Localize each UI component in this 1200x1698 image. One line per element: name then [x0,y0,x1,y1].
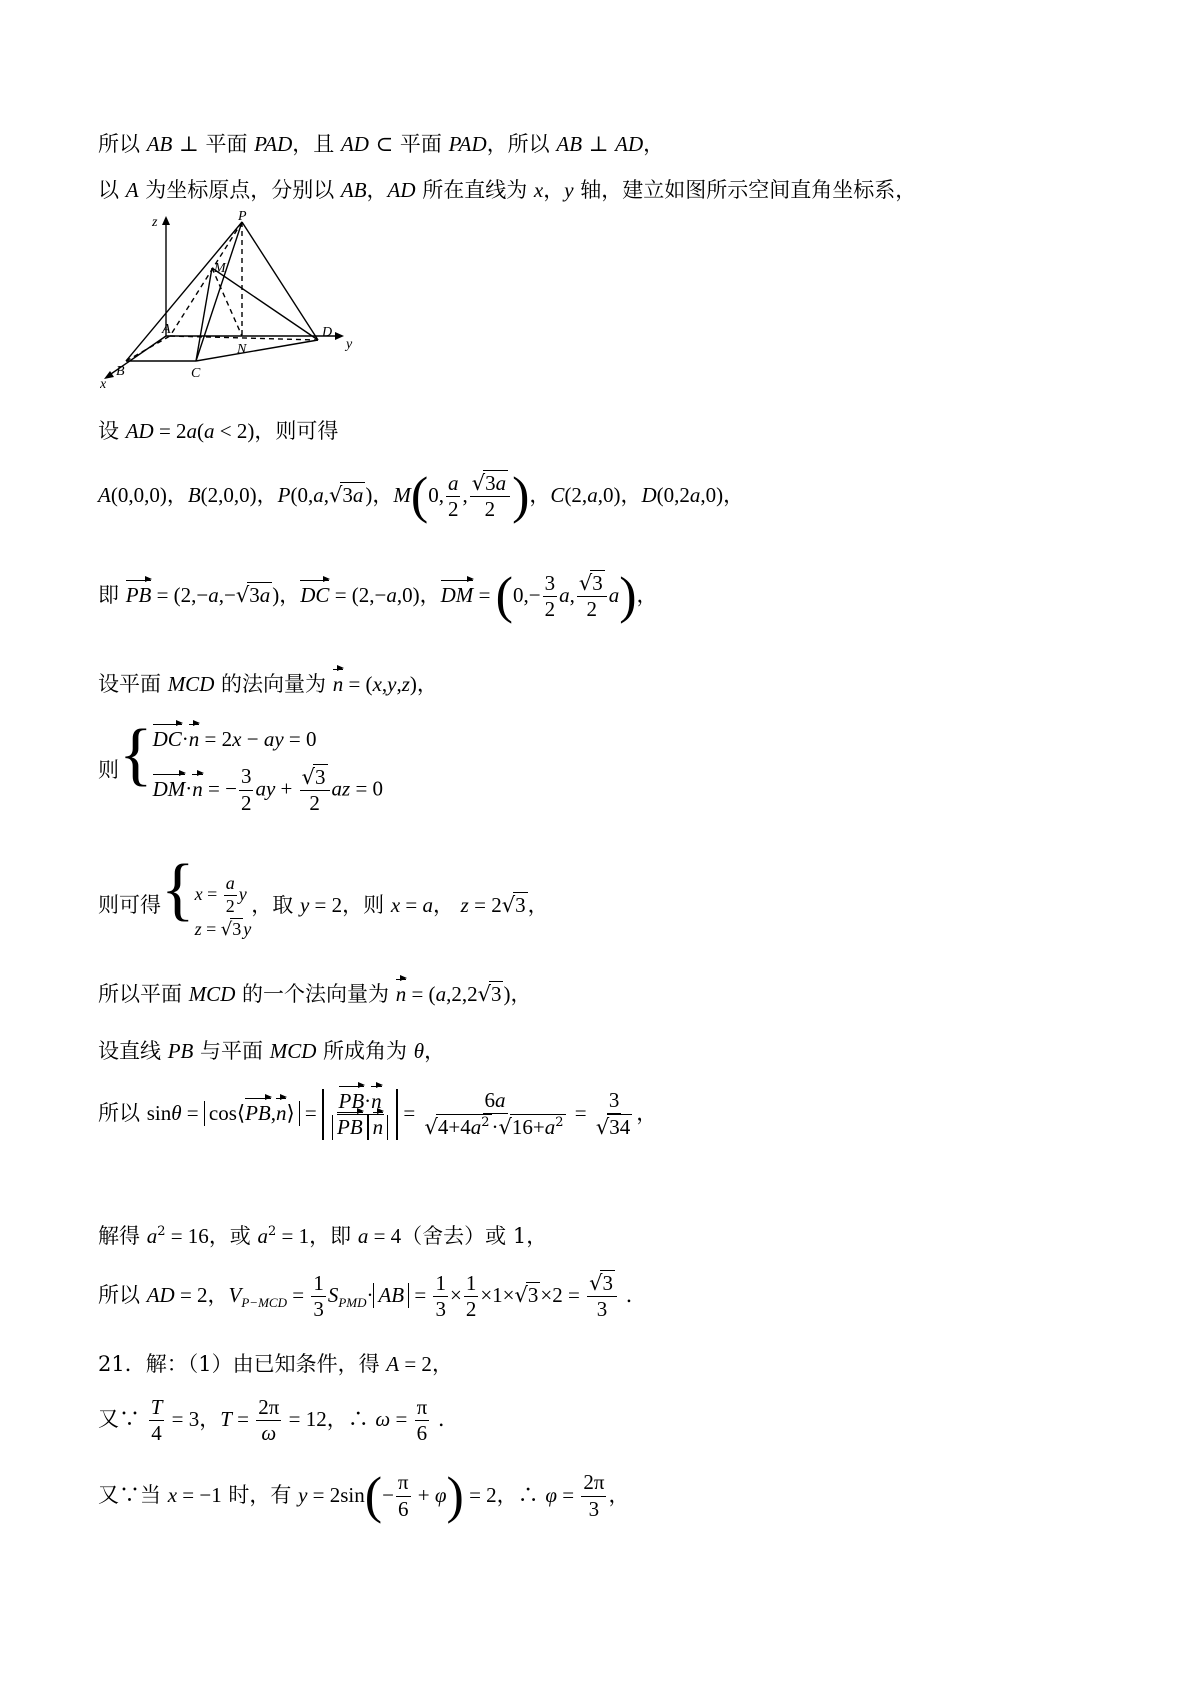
line-6 [98,668,438,698]
line-14-text: 21．解：（1）由已知条件，得 A = 2， [98,1352,453,1376]
line-1 [98,128,664,158]
line-15-text: 又∵ $\frac{T}{4}$ = 3，T = $\frac{2\pi}{\omega}$ = 12，∴ ω = $\frac{\pi}{6}$ . [98,1395,445,1446]
edge-PB [126,222,242,361]
line-3-text: 设 AD = 2a(a < 2)，则可得 [98,419,339,443]
line-4-text: A(0,0,0)，B(2,0,0)，P(0,a,√3a)，M(0, $\frac{a}{2}$ , $\frac{√3a}{2}$ )，C(2,a,0)，D(0,2a,0)， [98,467,745,525]
line-10 [98,1035,445,1065]
line-5 [98,567,658,625]
line-16 [98,1467,630,1524]
line-13-text: 所以 AD = 2，$V_{P-MCD}$ = $\frac{1}{3}$ $S_{PMD}\cdot$ AB = $\frac{1}{3}$ × $\frac{1}{2}$ ×1×√3×2 = $\frac{√3}{3}$ . [98,1270,633,1322]
edge-PC [196,222,242,361]
line-1-text: 所以 AB ⊥ 平面 PAD，且 AD ⊂ 平面 PAD，所以 AB ⊥ AD， [98,132,665,156]
line-5-text: 即 PB = (2,−a,−√3a)，DC = (2,−a,0)，DM = (0,− $\frac{3}{2}$ a, $\frac{√3}{2}$ a)， [98,567,658,625]
z-arrow-head [162,216,170,225]
line-13 [98,1270,632,1322]
line-11 [98,1088,657,1140]
pyramid-figure [100,208,370,388]
pyramid-diagram [100,208,370,388]
line-10-text: 设直线 PB 与平面 MCD 所成角为 θ， [98,1039,446,1063]
label-x: x [100,377,107,388]
line-11-text: 所以 sinθ = cos⟨PB,n⟩ = $\frac{PB\cdot n}{\text{PB n}}$ = $\frac{6a}{√4+4a^2\cdot√16+a^2}$ = $\frac{3}{√34}$ ， [98,1088,658,1140]
line-12 [98,1220,547,1250]
line-4 [98,467,745,525]
line-7 [98,716,384,816]
line-6-text: 设平面 MCD 的法向量为 n = (x,y,z)， [98,672,438,696]
line-16-text: 又∵当 x = −1 时，有 y = 2sin(− $\frac{\pi}{6}$ + φ) = 2，∴ φ = $\frac{2\pi}{3}$ ， [98,1467,630,1524]
label-D: D [322,325,333,340]
y-arrow-head [335,332,344,340]
label-B: B [116,364,125,379]
edge-CD [196,340,318,361]
line-2-text: 以 A 为坐标原点，分别以 AB，AD 所在直线为 x，y 轴，建立如图所示空间直角坐标系， [98,178,917,202]
label-z: z [152,215,158,230]
line-15 [98,1395,445,1446]
label-N: N [237,342,247,357]
edge-MC [196,268,212,361]
line-8 [98,851,549,940]
line-8-text: 则可得{ x = $\frac{a}{2}$ y z = √3 y ，取 y = 2，则 x = a， z = 2√3， [98,851,549,940]
line-9-text: 所以平面 MCD 的一个法向量为 n = (a,2,2√3)， [98,982,532,1006]
label-y: y [346,337,353,352]
label-C: C [191,366,201,381]
label-M: M [214,261,226,276]
edge-PA [170,222,242,336]
label-A: A [162,322,171,337]
edge-PD [242,222,318,340]
line-14 [98,1348,453,1378]
line-9 [98,978,531,1008]
line-12-text: 解得 $a^2 = 16$，或 $a^2 = 1$，即 a = 4（舍去）或 1， [98,1224,548,1248]
line-7-text: 则{ DC·n = 2x − ay = 0 DM·n = − $\frac{3}{2}$ ay + $\frac{√3}{2}$ az = 0 [98,716,384,815]
line-2 [98,174,916,204]
line-3 [98,415,338,445]
label-P: P [238,209,247,224]
